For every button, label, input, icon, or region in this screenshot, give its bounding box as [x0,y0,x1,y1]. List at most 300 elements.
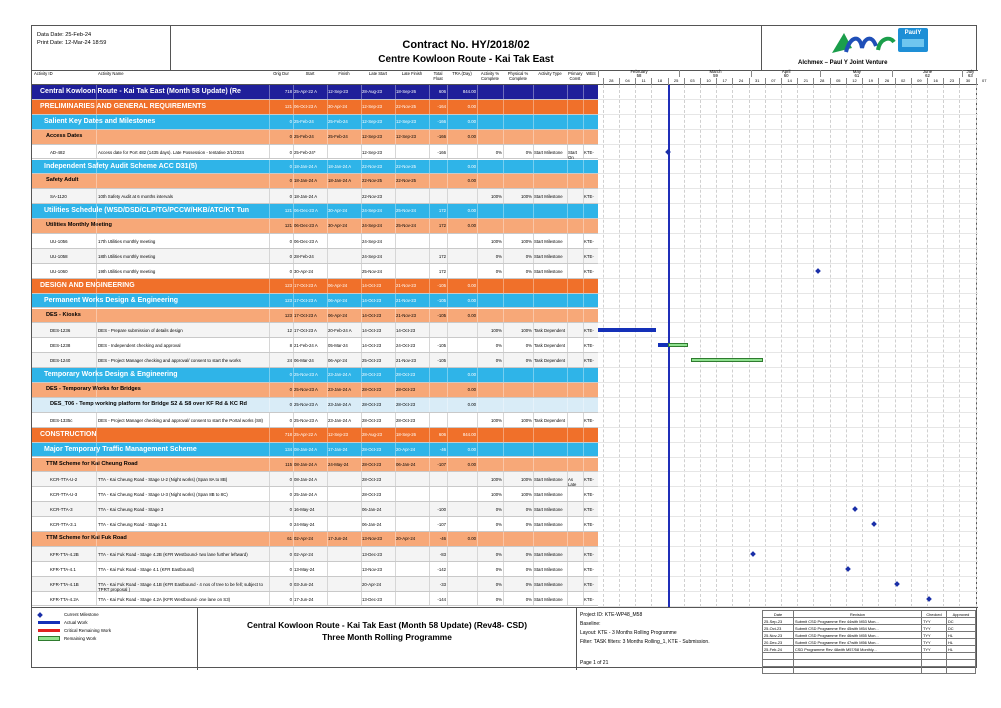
cell-start: 17-Oct-23 A [294,282,317,288]
activity-row[interactable] [32,234,598,249]
cell-start: 06-Mar-24 [294,358,314,364]
col-late-finish[interactable]: Late Finish [401,71,423,76]
cell-type: Start Milestone [534,268,563,274]
cell-finish: 06-Apr-24 [328,312,348,318]
activity-id: KCR-TTA-U-3 [50,492,78,498]
activity-id: KCR-TTA-U-2 [50,477,78,483]
cell-start: 08-Jan-24 A [294,461,318,467]
wbs-band-row[interactable] [32,85,598,100]
cell-apc: 100% [491,239,502,244]
cell-dur: 123 [284,282,292,288]
col-total-float[interactable]: Total Float [433,71,443,81]
milestone-marker[interactable] [845,566,851,572]
week-label: 07 [976,78,992,85]
month-number: 63 [967,73,973,78]
activity-name: 18th Utilities monthly meeting [98,253,156,259]
revision-cell: 25-Sep-23 [763,618,794,625]
cell-start: 25-Nov-23 A [294,401,318,407]
week-label: 28 [603,78,619,85]
cell-ppc: 100% [521,492,532,498]
timeline-body [598,85,978,607]
activity-row[interactable] [32,502,598,517]
wbs-title: Salient Key Dates and Milestones [44,117,156,125]
revision-row-empty [763,653,976,660]
cell-type: Start Milestone [534,194,563,200]
cell-apc: 100% [491,492,502,498]
cell-late-start: 25-Nov-24 [362,268,383,274]
activity-row[interactable] [32,577,598,592]
activity-id: KCR-TTA-3.1 [50,522,77,528]
cell-start: 06-Dec-23 A [294,239,318,244]
cell-start: 08-Jan-24 A [294,446,318,452]
cell-finish: 18-Jan-24 A [328,163,352,169]
cell-finish: 23-Jan-24 A [328,401,352,407]
cell-ppc: 0% [525,551,532,557]
wbs-band-row[interactable] [32,458,598,473]
activity-row[interactable] [32,145,598,160]
cell-apc: 0% [495,581,502,587]
cell-type: Task Dependent [534,417,566,423]
cell-finish: 12-Sep-23 [328,431,349,437]
activity-name: 17th Utilities monthly meeting [98,239,156,244]
revision-cell: TYY [922,646,947,653]
critical-bar-icon [38,629,60,632]
cell-apc: 100% [491,477,502,483]
week-label: 30 [959,78,975,85]
project-name: Centre Kowloon Route - Kai Tak East [378,54,554,65]
cell-late-finish: 18-Sep-26 [396,431,417,437]
cell-tra: 0.00 [467,282,476,288]
wbs-title: DES_T06 - Temp working platform for Bridge S2 & S8 over KF Rd & KC Rd [50,400,247,407]
cell-finish: 20-Feb-24 A [328,328,352,334]
cell-ppc: 0% [525,253,532,259]
cell-late-start: 13-Dec-23 [362,551,383,557]
month-number: 60 [783,73,789,78]
cell-apc: 0% [495,522,502,528]
col-activity-pct[interactable]: Activity % Complete [480,71,500,81]
cell-start: 06-Oct-23 A [294,103,317,109]
cell-start: 18-Jan-24 A [294,163,318,169]
cell-dur: 0 [289,178,292,184]
wbs-title: Independent Safety Audit Scheme ACC D31(5) [44,162,198,170]
milestone-marker[interactable] [815,268,821,274]
cell-apc: 0% [495,253,502,259]
wbs-band-row[interactable] [32,383,598,398]
cell-tra: 0.00 [467,446,476,452]
activity-row[interactable] [32,413,598,428]
cell-ppc: 0% [525,149,532,155]
cell-late-finish: 06-Jan-24 [396,461,416,467]
month-number: 59 [713,73,718,78]
activity-name: TTA - Kai Cheung Road - Stage 3 [98,507,164,513]
cell-tf: -107 [437,461,446,467]
print-date: Print Date: 12-Mar-24 18:59 [37,40,107,46]
activity-id: AD-482 [50,149,65,155]
revision-cell: Submit CSD Programme Rev 46with M55 Mon... [794,632,922,639]
activity-row[interactable] [32,562,598,577]
wbs-band-row[interactable] [32,398,598,413]
cell-dur: 0 [289,387,292,392]
revision-row [763,618,976,625]
revision-table [762,610,976,674]
legend-critical-remaining: Critical Remaining Work [38,628,111,633]
month-name: July [966,69,975,74]
month-number: 58 [636,73,642,78]
timeline-header [598,69,987,85]
revision-cell: TYY [922,625,947,632]
cell-apc: 0% [495,343,502,349]
col-activity-id[interactable]: Activity ID [34,71,53,76]
cell-wbs: KTE- [584,566,594,572]
cell-wbs: KTE- [584,507,594,513]
cell-tf: -33 [439,581,446,587]
activity-row[interactable] [32,547,598,562]
activity-row[interactable] [32,249,598,264]
cell-late-start: 13-Nov-23 [362,536,383,541]
cell-wbs: KTE- [584,417,594,423]
week-label: 21 [797,78,813,85]
wbs-band-row[interactable] [32,219,598,234]
cell-start: 17-Jun-24 [294,596,314,602]
cell-start: 03-Jun-24 [294,581,314,587]
cell-late-start: 28-Oct-23 [362,461,382,467]
activity-id: SA-1120 [50,194,67,200]
cell-start: 13-May-24 [294,566,315,572]
cell-apc: 100% [491,417,502,423]
cell-type: Start Milestone [534,522,563,528]
revision-cell: CSD Programme Rev 48with M57/58 Monthly... [794,646,922,653]
cell-tf: -107 [437,522,446,528]
filter-text: Filter: TASK filters: 3 Months Rolling_1, KTE - Submission. [580,639,710,645]
cell-tra: 844.00 [462,431,476,437]
cell-dur: 121 [284,208,292,214]
cell-dur: 718 [284,431,292,437]
revision-cell: 20-Dec-23 [763,639,794,646]
cell-late-finish: 28-Oct-23 [396,387,416,392]
cell-wbs: KTE- [584,194,594,200]
revision-row-empty [763,660,976,667]
revision-cell: HL [947,632,976,639]
activity-id: KFR-TTA-4.1B [50,581,79,587]
cell-dur: 8 [289,343,292,349]
month-label [892,70,962,77]
cell-tf: -166 [437,149,446,155]
cell-dur: 0 [289,492,292,498]
cell-start: 25-Feb-24* [294,149,316,155]
legend-actual-work: Actual Work [38,620,88,625]
cell-late-finish: 21-Nov-23 [396,282,417,288]
cell-late-finish: 20-Apr-24 [396,536,416,541]
cell-finish: 25-Feb-24 [328,118,348,124]
week-label: 25 [668,78,684,85]
activity-name: TTA - Kai Fuk Road - Stage 4.1B (KFR Eastbound - 4 nos of tree to be fell; subject to TPRT proposal ) [98,581,263,592]
activity-row[interactable] [32,189,598,204]
cell-late-start: 12-Sep-23 [362,118,383,124]
col-activity-type[interactable]: Activity Type [538,71,562,76]
revision-cell: Submit CSD Programme Rev 45with M54 Mon... [794,625,922,632]
wbs-band-row[interactable] [32,443,598,458]
cell-apc: 0% [495,149,502,155]
cell-wbs: KTE- [584,239,594,244]
cell-finish: 18-Jan-24 A [328,178,352,184]
cell-late-start: 13-Nov-23 [362,566,383,572]
programme-sheet [31,25,987,668]
col-start[interactable]: Start [305,71,315,76]
cell-wbs: KTE- [584,343,594,349]
remaining-work-bar[interactable] [691,358,763,362]
col-orig-dur[interactable]: Orig Dur [273,71,289,76]
cell-late-finish: 25-Nov-24 [396,208,417,214]
cell-tra: 0.00 [467,133,476,139]
cell-finish: 05-Mar-24 [328,343,348,349]
revision-header-row [763,611,976,618]
activity-id: UU-1056 [50,239,68,244]
cell-start: 17-Oct-23 A [294,297,317,303]
cell-late-start: 28-Aug-23 [362,431,383,437]
paul-y-logo-icon: PaulY [898,28,928,52]
wbs-band-row[interactable] [32,532,598,547]
month-name: June [922,69,933,74]
cell-start: 17-Oct-23 A [294,312,317,318]
cell-tf: -142 [437,566,446,572]
wbs-band-row[interactable] [32,279,598,294]
page-number: Page 1 of 21 [580,660,609,666]
cell-dur: 0 [289,268,292,274]
cell-late-start: 06-Jan-24 [362,522,382,528]
cell-apc: 0% [495,268,502,274]
cell-start: 16-May-24 [294,507,315,513]
col-physical-pct[interactable]: Physical % Complete [507,71,529,81]
activity-row[interactable] [32,323,598,338]
cell-tf: -100 [437,507,446,513]
revision-cell: HL [947,646,976,653]
week-label: 02 [895,78,911,85]
cell-apc: 0% [495,566,502,572]
activity-id: KFR-TTA-4.2A [50,596,79,602]
cell-tf: -144 [437,596,446,602]
cell-late-finish: 21-Nov-23 [396,312,417,318]
project-info [580,611,758,647]
cell-dur: 0 [289,417,292,423]
cell-tra: 0.00 [467,297,476,303]
cell-late-start: 28-Oct-23 [362,387,382,392]
milestone-marker[interactable] [894,581,900,587]
cell-wbs: KTE- [584,328,594,334]
cell-ppc: 0% [525,596,532,602]
cell-late-finish: 21-Nov-23 [396,297,417,303]
cell-ppc: 0% [525,268,532,274]
cell-late-finish: 22-Nov-25 [396,103,417,109]
cell-tra: 844.00 [462,89,476,94]
col-wbs[interactable]: WBS [586,71,596,76]
cell-ppc: 100% [521,194,532,200]
cell-apc: 0% [495,507,502,513]
activity-id: DES-1238 [50,343,71,349]
wbs-title: Temporary Works Design & Engineering [44,371,178,379]
cell-start: 24-May-24 [294,522,315,528]
cell-apc: 100% [491,194,502,200]
remaining-bar-icon [38,636,60,641]
wbs-title: Utilities Schedule (WSD/DSD/CLP/TG/PCCW/HKB/ATC/KT Tun [44,207,250,215]
cell-dur: 0 [289,149,292,155]
activity-id: UU-1060 [50,268,68,274]
wbs-band-row[interactable] [32,115,598,130]
milestone-marker[interactable] [852,506,858,512]
cell-dur: 121 [284,103,292,109]
cell-start: 18-Jan-24 A [294,194,318,200]
cell-apc: 0% [495,358,502,364]
cell-dur: 0 [289,401,292,407]
cell-type: Start Milestone [534,149,563,155]
cell-type: Start Milestone [534,492,563,498]
cell-late-start: 22-Nov-23 [362,163,383,169]
activity-id: DES-1335c [50,417,73,423]
title-block [170,26,762,70]
cell-type: Start Milestone [534,581,563,587]
milestone-marker[interactable] [926,596,932,602]
cell-type: Start Milestone [534,551,563,557]
cell-start: 25-Nov-23 A [294,372,318,378]
week-label: 17 [716,78,732,85]
activity-row[interactable] [32,353,598,368]
cell-tra: 0.00 [467,178,476,184]
wbs-band-row[interactable] [32,130,598,145]
cell-start: 25-Feb-24 [294,133,314,139]
month-name: February [630,69,648,74]
col-activity-name[interactable]: Activity Name [98,71,124,76]
cell-start: 18-Jan-24 A [294,178,318,184]
col-primary-const[interactable]: Primary Const [568,71,583,81]
cell-pc: Start On [568,149,578,160]
activity-row[interactable] [32,592,598,607]
cell-tf: -105 [437,312,446,318]
activity-name: DES - Project Manager checking and approval/ consent to start the Portal works (S8) [98,417,263,423]
wbs-band-row[interactable] [32,294,598,309]
milestone-marker[interactable] [750,551,756,557]
col-finish[interactable]: Finish [338,71,350,76]
cell-late-start: 20-Apr-24 [362,581,382,587]
cell-tf: -166 [437,118,446,124]
activity-row[interactable] [32,338,598,353]
cell-wbs: KTE- [584,149,594,155]
wbs-band-row[interactable] [32,428,598,443]
wbs-band-row[interactable] [32,309,598,324]
project-id: Project ID: KTE-WP48_M58 [580,612,643,618]
cell-finish: 06-Apr-24 [328,297,348,303]
cell-late-finish: 14-Oct-23 [396,328,416,334]
wbs-title: Permanent Works Design & Engineering [44,296,179,304]
activity-id: DES-1240 [50,358,71,364]
actual-work-bar[interactable] [658,343,667,347]
activity-id: KCR-TTA-3 [50,507,73,513]
wbs-title: Central Kowloon Route - Kai Tak East (Month 58 Update) (Re [40,88,241,95]
cell-late-finish: 24-Oct-23 [396,343,416,349]
cell-late-start: 28-Oct-23 [362,401,382,407]
cell-dur: 0 [289,253,292,259]
month-number: 61 [854,73,860,78]
cell-late-start: 28-Oct-23 [362,417,382,423]
activity-row[interactable] [32,472,598,487]
actual-work-bar[interactable] [598,328,656,332]
cell-tf: 172 [438,253,446,259]
cell-dur: 0 [289,596,292,602]
activity-name: TTA - Kai Fuk Road - Stage 4.2A (KFR Westbound- one lane on S3) [98,596,231,602]
revision-row-empty [763,667,976,674]
cell-late-start: 24-Sep-24 [362,253,383,259]
alchmex-logo-icon [828,28,898,58]
cell-ppc: 100% [521,239,532,244]
cell-start: 17-Oct-23 A [294,328,317,334]
col-late-start[interactable]: Late Start [368,71,388,76]
wbs-title: CONSTRUCTION [40,430,97,438]
cell-wbs: KTE- [584,596,594,602]
revision-cell: TYY [922,632,947,639]
col-tra-day[interactable]: TRA (Day) [452,71,472,76]
activity-name: TTA - Kai Fuk Road - Stage 4.2B (KFR Westbound- two lane further leftward) [98,551,248,557]
month-label [598,70,679,77]
cell-finish: 25-Feb-24 [328,133,348,139]
cell-finish: 23-Jan-24 A [328,372,352,378]
layout-name: Layout: KTE - 3 Months Rolling Programme [580,630,677,636]
activity-row[interactable] [32,264,598,279]
milestone-marker[interactable] [871,521,877,527]
month-label [962,70,978,77]
cell-type: Task Dependent [534,358,566,364]
revision-cell: 25-Feb-24 [763,646,794,653]
wbs-band-row[interactable] [32,174,598,189]
cell-tra: 0.00 [467,223,476,229]
revision-row [763,632,976,639]
activity-row[interactable] [32,487,598,502]
cell-dur: 115 [285,461,292,467]
baseline: Baseline: [580,621,601,627]
activity-row[interactable] [32,517,598,532]
data-date: Data Date: 25-Feb-24 [37,32,92,38]
wbs-title: DESIGN AND ENGINEERING [40,281,135,289]
week-label: 11 [635,78,651,85]
cell-tf: 606 [438,89,446,94]
cell-tf: 172 [438,268,446,274]
wbs-band-row[interactable] [32,368,598,383]
week-label: 04 [619,78,635,85]
cell-start: 02-Apr-24 [294,536,314,541]
cell-start: 25-Jan-24 A [294,492,318,498]
cell-dur: 0 [289,194,292,200]
wbs-band-row[interactable] [32,204,598,219]
cell-late-start: 24-Sep-24 [362,208,383,214]
cell-late-start: 25-Oct-23 [362,358,382,364]
month-label [820,70,892,77]
wbs-band-row[interactable] [32,160,598,175]
cell-type: Start Milestone [534,596,563,602]
cell-start: 06-Dec-23 A [294,208,318,214]
cell-late-start: 12-Sep-23 [362,149,383,155]
cell-late-start: 28-Aug-23 [362,89,383,94]
cell-late-start: 12-Sep-23 [362,103,383,109]
cell-dur: 123 [284,297,292,303]
revision-cell: 25-Oct-23 [763,625,794,632]
cell-apc: 0% [495,551,502,557]
activity-id: DES-1236 [50,328,71,334]
wbs-title: TTM Scheme for Kai Cheung Road [46,460,138,467]
cell-start: 21-Feb-24 A [294,343,318,349]
cell-late-start: 24-Sep-24 [362,239,383,244]
activity-id: UU-1058 [50,253,68,259]
remaining-work-bar[interactable] [668,343,689,347]
revision-cell: 25-Nov-23 [763,632,794,639]
wbs-band-row[interactable] [32,100,598,115]
cell-late-start: 28-Oct-23 [362,372,382,378]
